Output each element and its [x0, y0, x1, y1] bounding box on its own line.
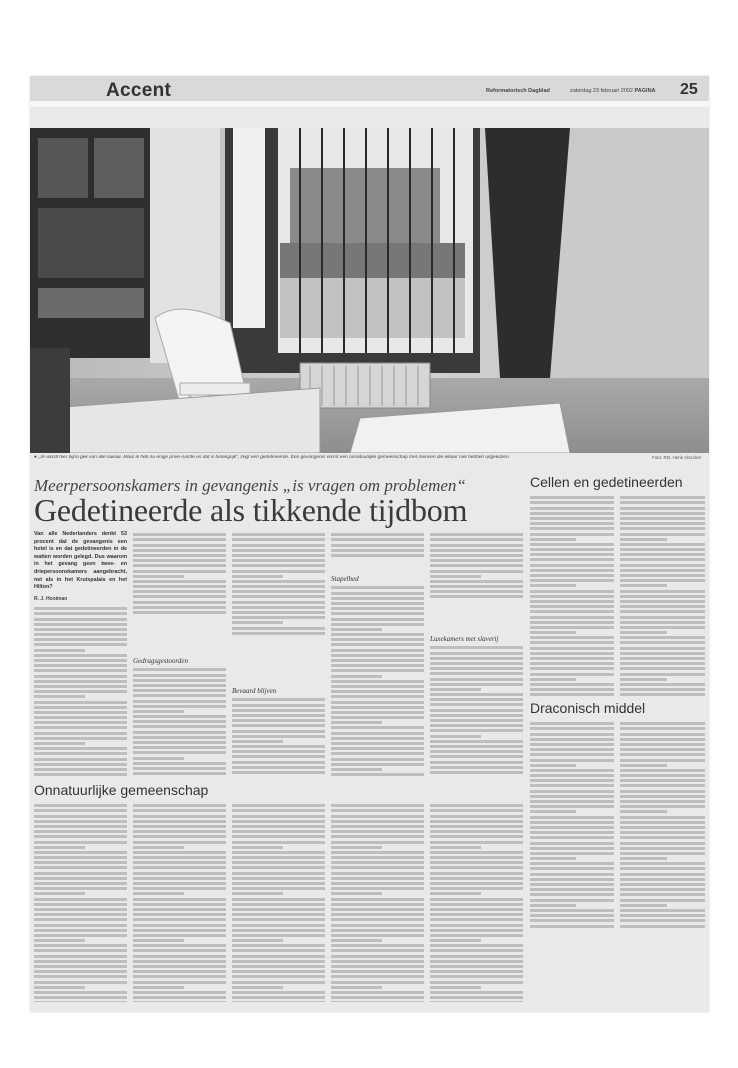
article-subhead: Gedragsgestoorden [133, 657, 188, 666]
article-kicker: Meerpersoonskamers in gevangenis „is vragen om problemen“ [34, 476, 466, 495]
article-subhead: Stapelbed [331, 575, 359, 584]
article-column-2 [133, 531, 226, 776]
article-subhead: Luxekamers met slaverij [430, 635, 499, 644]
article-body-text [133, 533, 226, 653]
newspaper-page [30, 76, 709, 1012]
article-body-text [430, 533, 523, 631]
article-byline: R. J. Hooiman [34, 595, 68, 602]
sidebar-cells-column-1 [530, 494, 614, 696]
article-column-4 [331, 531, 424, 776]
page-number: 25 [680, 81, 698, 98]
sidebar-cells-column-2 [620, 494, 705, 696]
section2-column-1 [34, 802, 127, 1002]
sidebar-cells-title: Cellen en gedetineerden [530, 474, 683, 490]
article-body-text [34, 607, 127, 776]
article-column-1 [34, 531, 127, 776]
sidebar-draconian-column-1 [530, 720, 614, 1005]
article-body-text [133, 668, 226, 776]
sidebar-draconian-column-2 [620, 720, 705, 1005]
section2-body-text [34, 804, 127, 1002]
header-band [30, 101, 709, 107]
sidebar-body-text [620, 496, 705, 696]
article-subhead: Bevaard blijven [232, 687, 277, 696]
sidebar-body-text [620, 722, 705, 927]
sidebar-draconian-title: Draconisch middel [530, 700, 646, 716]
date-text: zaterdag 23 februari 2002 [570, 88, 633, 94]
article-body-text [232, 698, 325, 776]
photo-caption: ● „Je wordt hier bijna gek van alle lawaai. Maar ik heb nu enige privé-ruimte en dat is belangrijk“, zegt een gedetineerde. Een gevangenis vormt een onnatuurlijke gemeenschap met mensen die elkaar niet hebben uitgekozen. [34, 455, 510, 460]
article-column-3 [232, 531, 325, 776]
section2-column-4 [331, 802, 424, 1002]
issue-date [570, 88, 656, 94]
article-column-5 [430, 531, 523, 776]
page-header [30, 76, 709, 101]
section-title: Accent [106, 80, 172, 101]
section2-body-text [232, 804, 325, 1002]
article-body-text [331, 533, 424, 571]
section2-body-text [331, 804, 424, 1002]
section2-body-text [430, 804, 523, 1002]
section2-column-2 [133, 802, 226, 1002]
newspaper-name: Reformatorisch Dagblad [486, 88, 550, 94]
section2-title: Onnatuurlijke gemeenschap [34, 782, 209, 798]
section2-body-text [133, 804, 226, 1002]
caption-text: „Je wordt hier bijna gek van alle lawaai. Maar ik heb nu enige privé-ruimte en dat is belangrijk“, zegt een gedetineerde. Een gevangenis vormt een onnatuurlijke gemeenschap met mensen die elkaar niet hebben uitgekozen. [38, 455, 510, 460]
article-body-text [331, 586, 424, 776]
article-headline: Gedetineerde als tikkende tijdbom [34, 492, 468, 528]
sidebar-body-text [530, 722, 614, 927]
photo-credit: Foto: RD, Henk Visscher [652, 455, 702, 460]
article-body-text [232, 533, 325, 683]
sidebar-body-text [530, 496, 614, 696]
article-body-text [430, 646, 523, 776]
article-lead: Van alle Nederlanders denkt 53 procent dat de gevangenis een hotel is en dat gedetineerden in de watten worden gelegd. Dus waarom in het gevang geen twee- en driepersoonskamers aangebracht, net als in het Kruispalais en het Hilton? [34, 531, 127, 591]
page-label: PAGINA [634, 88, 656, 94]
section2-column-5 [430, 802, 523, 1002]
cell-photo [30, 128, 709, 453]
section2-column-3 [232, 802, 325, 1002]
